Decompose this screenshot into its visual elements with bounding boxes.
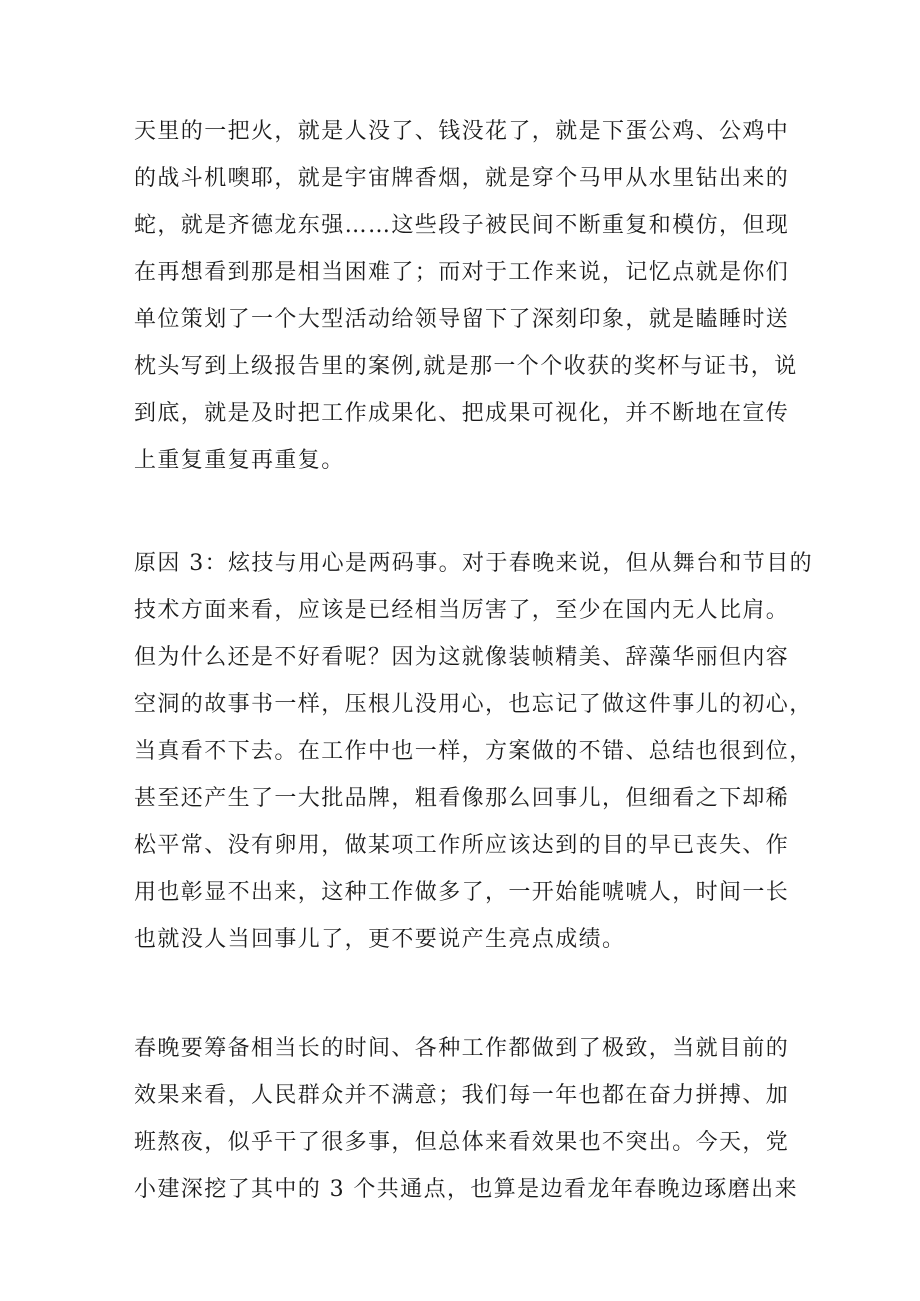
- paragraph-line: 也就没人当回事儿了，更不要说产生亮点成绩。: [134, 927, 626, 952]
- paragraph-line: 效果来看，人民群众并不满意；我们每一年也都在奋力拼搏、加: [134, 1083, 790, 1108]
- paragraph-line: 蛇，就是齐德龙东强……这些段子被民间不断重复和模仿，但现: [134, 213, 790, 238]
- paragraph-line: 枕头写到上级报告里的案例,就是那一个个收获的奖杯与证书，说: [134, 354, 798, 379]
- paragraph-2: [134, 540, 813, 963]
- paragraph-line: 单位策划了一个大型活动给领导留下了深刻印象，就是瞌睡时送: [134, 307, 790, 332]
- paragraph-line: 小建深挖了其中的 3 个共通点，也算是边看龙年春晚边琢磨出来: [134, 1177, 798, 1202]
- paragraph-line: 松平常、没有卵用，做某项工作所应该达到的目的早已丧失、作: [134, 833, 790, 858]
- paragraph-line: 班熬夜，似乎干了很多事，但总体来看效果也不突出。今天，党: [134, 1130, 790, 1155]
- paragraph-line: 到底，就是及时把工作成果化、把成果可视化，并不断地在宣传: [134, 401, 790, 426]
- paragraph-line: 上重复重复再重复。: [134, 448, 345, 473]
- paragraph-line: 用也彰显不出来，这种工作做多了，一开始能唬唬人，时间一长: [134, 880, 790, 905]
- paragraph-line: 的战斗机噢耶，就是宇宙牌香烟，就是穿个马甲从水里钻出来的: [134, 166, 790, 191]
- paragraph-line: 当真看不下去。在工作中也一样，方案做的不错、总结也很到位，: [134, 739, 813, 764]
- paragraph-line: 甚至还产生了一大批品牌，粗看像那么回事儿，但细看之下却稀: [134, 786, 790, 811]
- paragraph-line: 在再想看到那是相当困难了；而对于工作来说，记忆点就是你们: [134, 260, 790, 285]
- paragraph-line: 但为什么还是不好看呢？因为这就像装帧精美、辞藻华丽但内容: [134, 645, 790, 670]
- paragraph-line: 技术方面来看，应该是已经相当厉害了，至少在国内无人比肩。: [134, 598, 790, 623]
- paragraph-line: 空洞的故事书一样，压根儿没用心，也忘记了做这件事儿的初心，: [134, 692, 813, 717]
- paragraph-1: [134, 108, 798, 484]
- paragraph-line: 天里的一把火，就是人没了、钱没花了，就是下蛋公鸡、公鸡中: [134, 119, 790, 144]
- paragraph-line: 原因 3：炫技与用心是两码事。对于春晚来说，但从舞台和节目的: [134, 551, 813, 576]
- paragraph-3: [134, 1025, 798, 1213]
- paragraph-line: 春晚要筹备相当长的时间、各种工作都做到了极致，当就目前的: [134, 1036, 790, 1061]
